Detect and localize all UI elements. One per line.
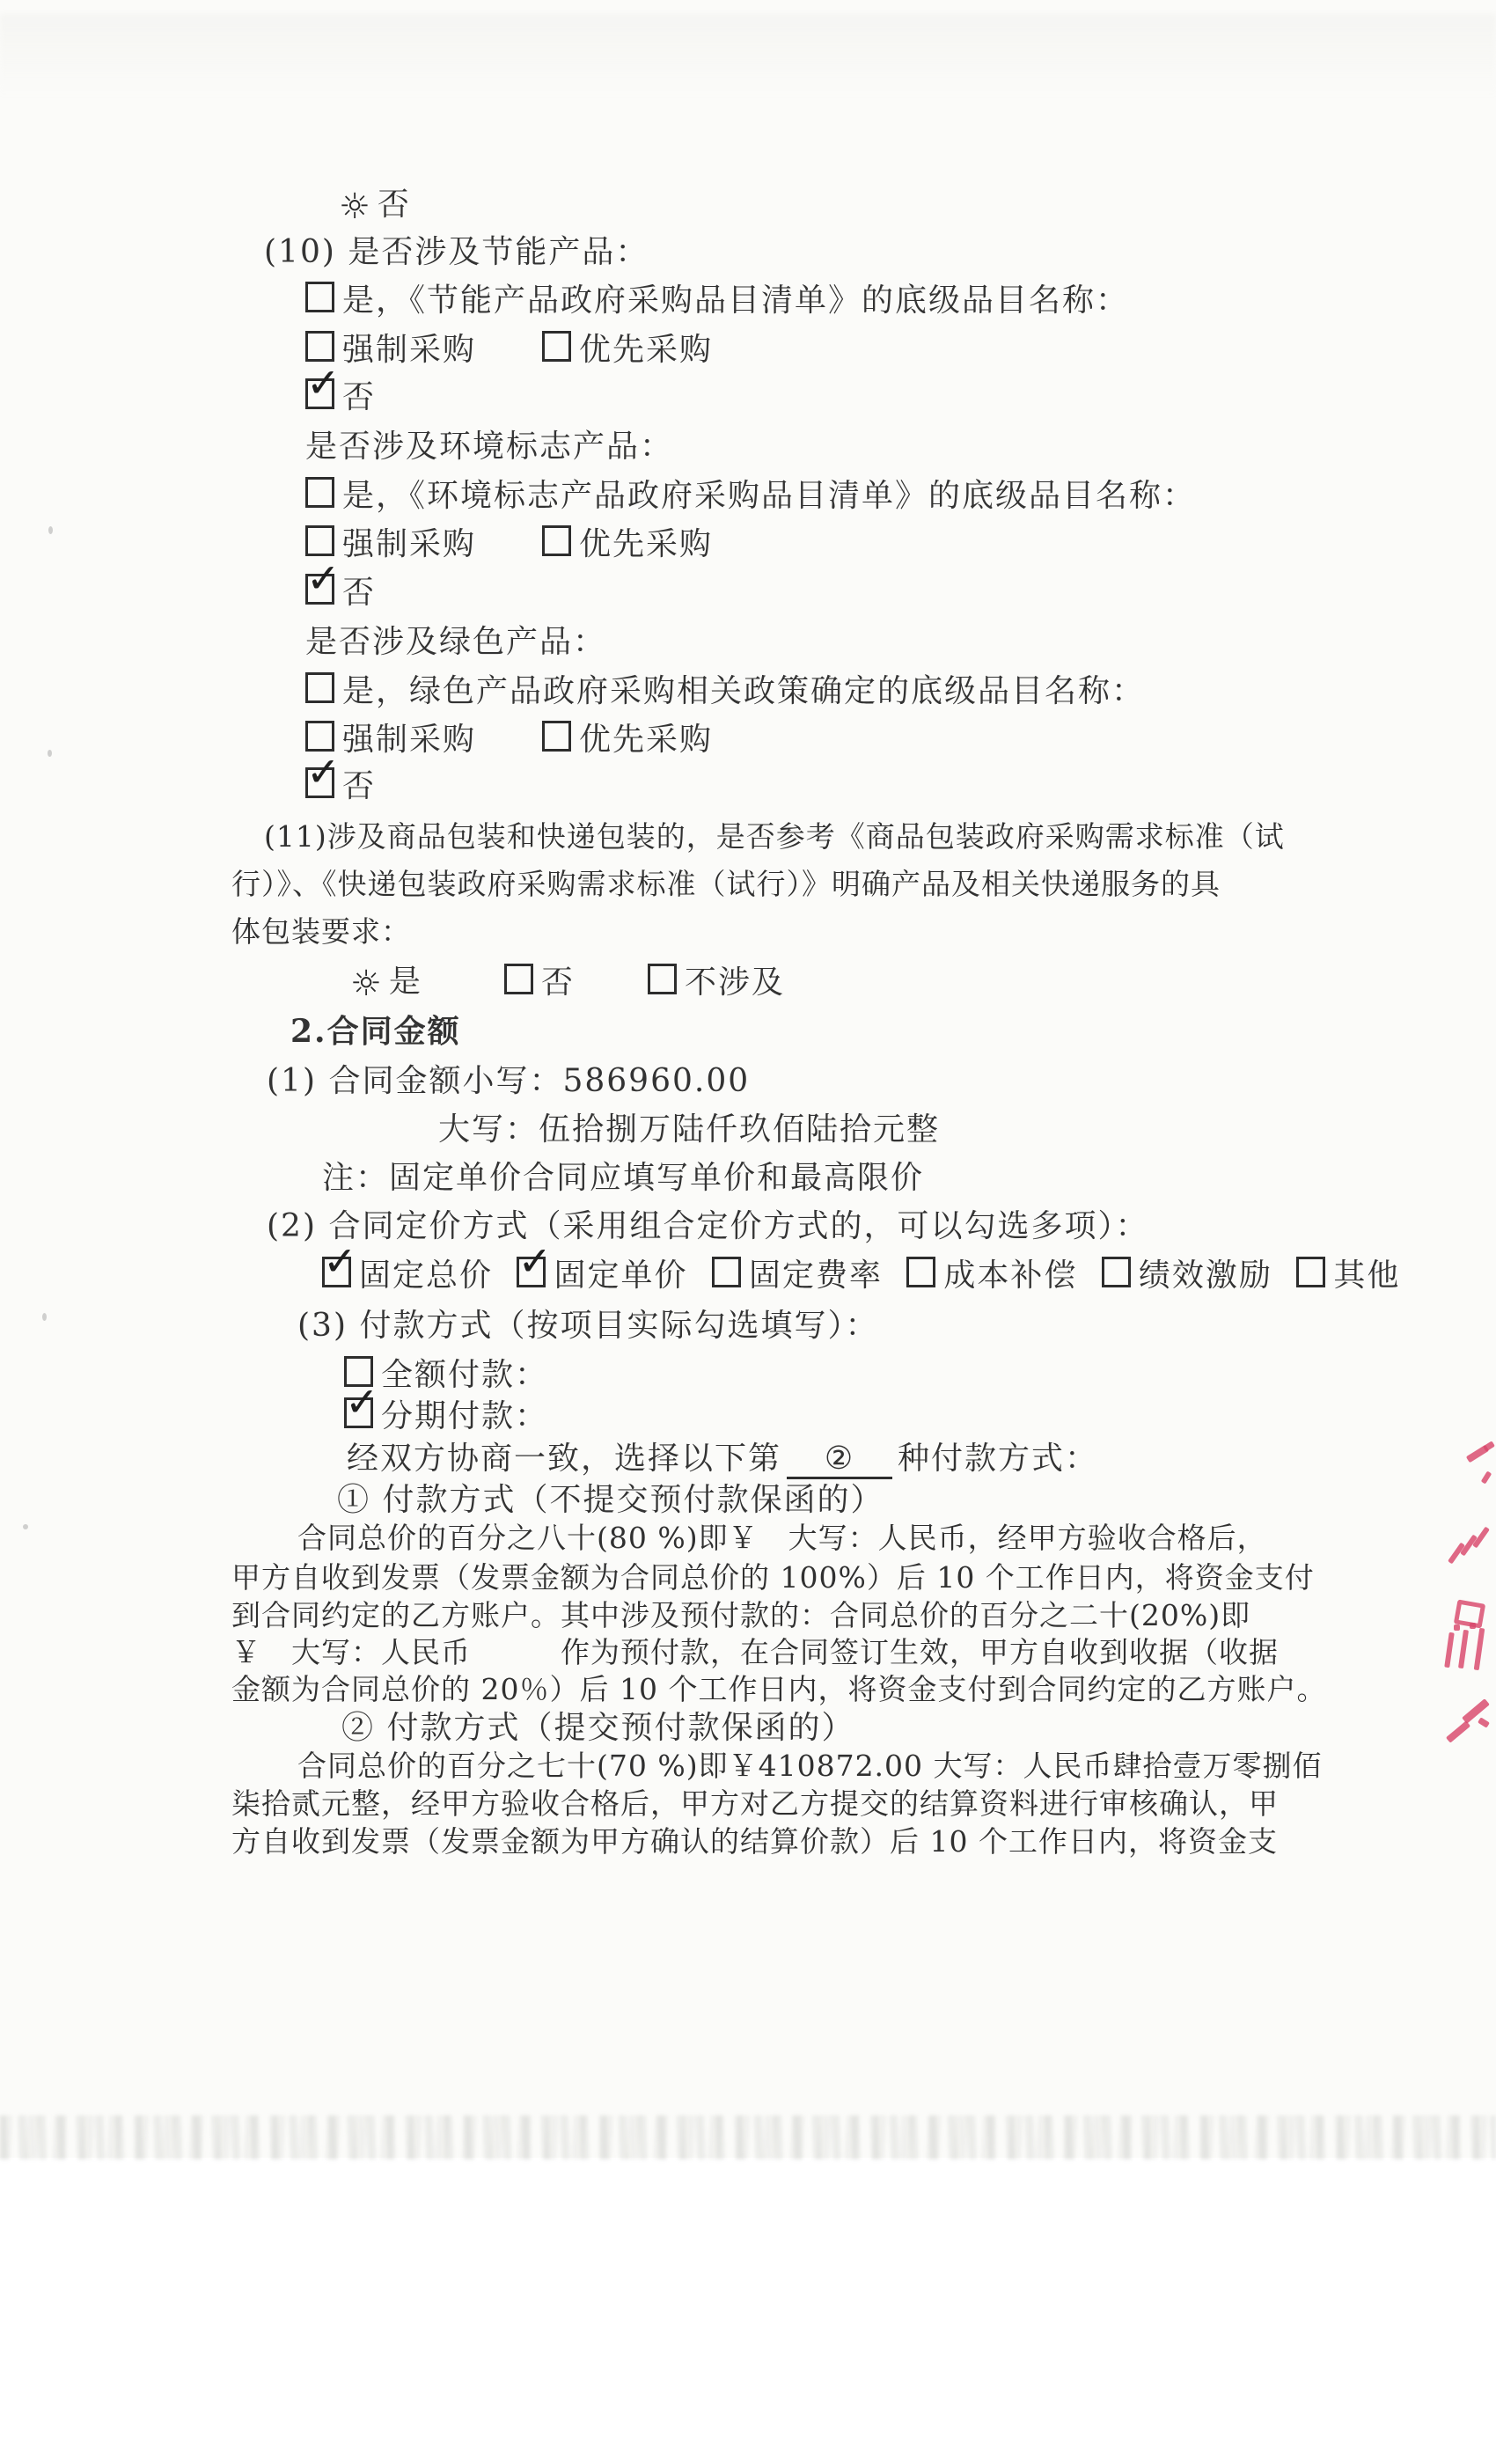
checkbox-cost-compensation[interactable] (906, 1257, 935, 1287)
section2-heading: 2.合同金额 (290, 1013, 461, 1050)
option-label: 是 (388, 964, 422, 1000)
option-label: 优先采购 (579, 526, 714, 562)
check-icon: ✓ (517, 1237, 553, 1285)
checkbox-env-yes[interactable] (305, 477, 334, 508)
checkbox-fixed-rate[interactable] (712, 1257, 741, 1287)
pricing-option (906, 1258, 1077, 1294)
option-label: 优先采购 (579, 722, 714, 758)
checkbox-energy-priority[interactable] (542, 331, 571, 362)
option-label: 否 (342, 379, 377, 415)
method2-line-1: 合同总价的百分之七十(70 %)即￥410872.00 大写：人民币肆拾壹万零捌佰 (297, 1749, 1323, 1783)
checkbox-q11-na[interactable] (648, 964, 677, 994)
option-label: 否 (377, 187, 411, 223)
amount-caps-row (438, 1111, 940, 1148)
checkbox-energy-yes[interactable] (305, 282, 334, 312)
option-label: 不涉及 (685, 964, 786, 1001)
checkbox-q11-no[interactable] (504, 964, 533, 994)
scan-speck (42, 1313, 47, 1321)
method1-line-2: 甲方自收到发票（发票金额为合同总价的 100%）后 10 个工作日内，将资金支付 (231, 1560, 1315, 1595)
option-label: 是，绿色产品政府采购相关政策确定的底级品目名称： (342, 673, 1146, 709)
q11-yes-option (350, 964, 422, 1004)
pricing-option (322, 1237, 494, 1294)
q10-env-no-row (305, 554, 377, 611)
option-label: 否 (541, 964, 576, 1001)
scan-speck (23, 1524, 28, 1529)
method2-title: ② 付款方式（提交预付款保函的） (341, 1710, 855, 1746)
amount-numeric-value: 586960.00 (562, 1063, 751, 1099)
chosen-method-blank (787, 1441, 892, 1479)
check-icon: ✓ (306, 554, 341, 602)
choose-suffix: 种付款方式： (898, 1441, 1099, 1477)
option-label: 是，《节能产品政府采购品目清单》的底级品目名称： (342, 282, 1130, 319)
scan-speck (48, 526, 53, 534)
method1-line-3: 到合同约定的乙方账户。其中涉及预付款的：合同总价的百分之二十(20%)即 (231, 1598, 1251, 1632)
amount-numeric-row (267, 1063, 750, 1099)
option-label: 强制采购 (342, 722, 477, 758)
option-label: 全额付款： (381, 1357, 549, 1393)
option-label: 固定单价 (554, 1258, 688, 1294)
option-label: 强制采购 (342, 526, 477, 562)
check-icon: ✓ (306, 748, 341, 796)
checkbox-performance-incentive[interactable] (1102, 1257, 1131, 1287)
caps-label: 大写： (438, 1111, 539, 1148)
pricing-title: (2) 合同定价方式（采用组合定价方式的，可以勾选多项）： (267, 1208, 1149, 1244)
payment-title: (3) 付款方式（按项目实际勾选填写）： (297, 1308, 879, 1344)
checkbox-energy-no-checked[interactable] (305, 359, 341, 409)
option-label: 固定总价 (359, 1258, 494, 1294)
checkbox-energy-mandatory[interactable] (305, 331, 334, 362)
q10-env-yes-row (305, 477, 1196, 514)
checkbox-installment-checked[interactable] (344, 1378, 379, 1428)
amount-label: (1) 合同金额小写： (267, 1063, 563, 1099)
q10-green-title: 是否涉及绿色产品： (305, 624, 607, 660)
option-label: 绩效激励 (1138, 1258, 1272, 1294)
paper-bottom-edge (0, 2116, 1496, 2160)
method1-title: ① 付款方式（不提交预付款保函的） (337, 1482, 884, 1518)
q11-no-option (504, 964, 575, 1001)
q10-env-priority-row (542, 525, 713, 562)
pricing-options-row (322, 1237, 1412, 1294)
checkbox-env-mandatory[interactable] (305, 525, 334, 556)
checkbox-green-no-checked[interactable] (305, 748, 341, 798)
check-icon: ✓ (323, 1237, 357, 1285)
scan-shading-top (0, 14, 1496, 98)
q10-env-title: 是否涉及环境标志产品： (305, 429, 674, 465)
option-label: 是，《环境标志产品政府采购品目清单》的底级品目名称： (342, 478, 1197, 514)
pricing-option (712, 1258, 883, 1294)
q11-na-option (648, 964, 785, 1001)
method1-line-1: 合同总价的百分之八十(80 %)即￥ 大写：人民币，经甲方验收合格后， (297, 1521, 1267, 1555)
seal-fragment-icon (1440, 1443, 1496, 1760)
q10-green-priority-row (542, 721, 713, 758)
prev-question-no-option (339, 187, 411, 227)
q11-line-2: 行）》、《快递包装政府采购需求标准（试行）》明确产品及相关快递服务的具 (231, 867, 1221, 901)
option-label: 强制采购 (342, 332, 477, 368)
option-label: 分期付款： (381, 1398, 549, 1434)
option-label: 否 (342, 575, 377, 611)
method1-line-4: ￥ 大写：人民币 作为预付款，在合同签订生效，甲方自收到收据（收据 (231, 1635, 1279, 1669)
checkbox-green-mandatory[interactable] (305, 721, 334, 752)
checkbox-fixed-total-checked[interactable] (322, 1237, 357, 1287)
option-label: 否 (342, 768, 377, 804)
q11-line-3: 体包装要求： (231, 914, 411, 949)
pricing-option (517, 1237, 688, 1294)
method1-line-5: 金额为合同总价的 20％）后 10 个工作日内，将资金支付到合同约定的乙方账户。 (231, 1672, 1327, 1706)
check-icon: ✓ (306, 359, 341, 407)
option-label: 固定费率 (748, 1258, 883, 1294)
pricing-option (1296, 1258, 1400, 1294)
choose-method-row (347, 1441, 1098, 1479)
checkbox-other[interactable] (1296, 1257, 1325, 1287)
checkbox-green-yes[interactable] (305, 672, 334, 703)
checkbox-fixed-unit-checked[interactable] (517, 1237, 553, 1287)
q11-line-1: (11)涉及商品包装和快递包装的，是否参考《商品包装政府采购需求标准（试 (264, 819, 1285, 854)
q10-energy-no-row (305, 359, 377, 415)
q10-energy-priority-row (542, 331, 713, 368)
choose-prefix: 经双方协商一致，选择以下第 (347, 1441, 782, 1477)
sun-radio-selected-icon[interactable]: ☼ (339, 187, 370, 227)
sun-radio-selected-icon[interactable]: ☼ (350, 964, 382, 1004)
q10-green-yes-row (305, 672, 1145, 709)
installment-row (344, 1378, 549, 1434)
scan-speck (48, 750, 52, 757)
checkbox-green-priority[interactable] (542, 721, 571, 752)
amount-note: 注：固定单价合同应填写单价和最高限价 (322, 1160, 925, 1196)
amount-caps-value: 伍拾捌万陆仟玖佰陆拾元整 (539, 1111, 941, 1148)
checkbox-env-priority[interactable] (542, 525, 571, 556)
option-label: 其他 (1333, 1258, 1401, 1294)
q10-title: (10) 是否涉及节能产品： (264, 234, 649, 270)
pricing-option (1102, 1258, 1272, 1294)
check-icon: ✓ (345, 1378, 379, 1426)
q10-energy-yes-row (305, 282, 1129, 319)
method2-line-2: 柒拾贰元整，经甲方验收合格后，甲方对乙方提交的结算资料进行审核确认，甲 (231, 1786, 1279, 1821)
method2-line-3: 方自收到发票（发票金额为甲方确认的结算价款）后 10 个工作日内，将资金支 (231, 1824, 1278, 1859)
q10-green-no-row (305, 748, 377, 804)
option-label: 成本补偿 (943, 1258, 1078, 1294)
checkbox-env-no-checked[interactable] (305, 554, 341, 605)
chosen-method-number: ② (824, 1441, 855, 1477)
option-label: 优先采购 (579, 332, 714, 368)
